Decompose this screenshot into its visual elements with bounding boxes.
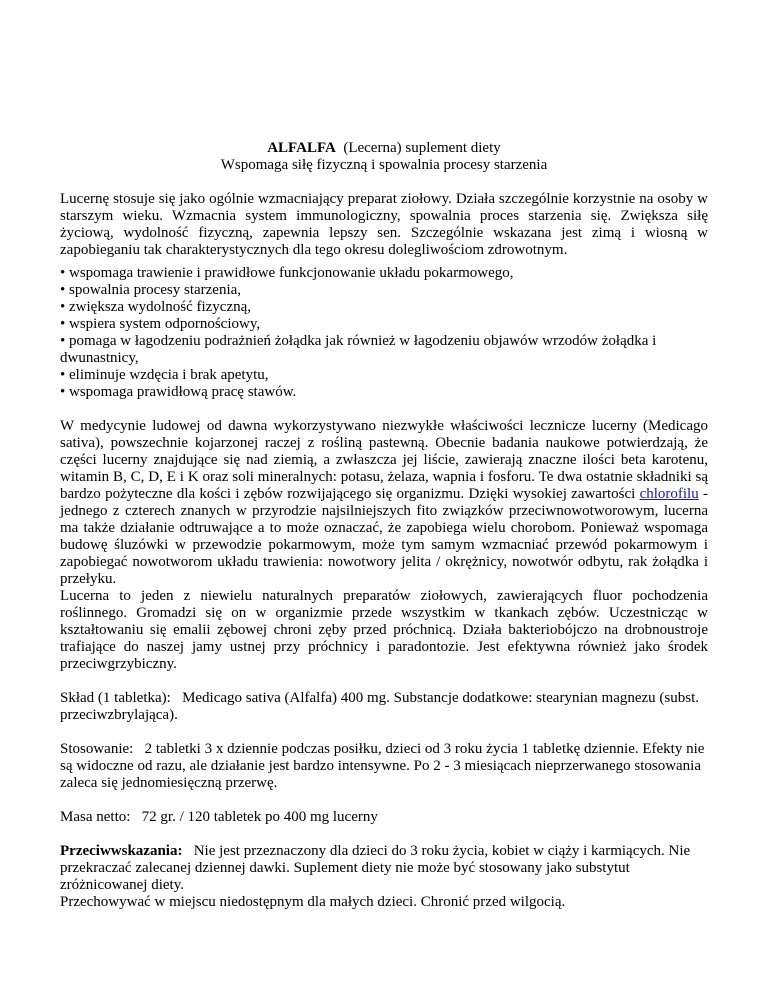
folk-medicine-paragraph [60, 418, 708, 588]
benefit-text: wspomaga trawienie i prawidłowe funkcjonowanie układu pokarmowego, [69, 265, 514, 281]
list-item [60, 299, 708, 316]
bullet-marker: • [60, 384, 66, 400]
product-tagline: Wspomaga siłę fizyczną i spowalnia procesy starzenia [220, 157, 548, 173]
benefit-text: wspomaga prawidłową pracę stawów. [69, 384, 297, 400]
contraindications-label: Przeciwwskazania: [60, 843, 183, 859]
list-item [60, 333, 708, 367]
bullet-marker: • [60, 367, 66, 383]
benefits-list [60, 265, 708, 401]
product-subtitle: (Lecerna) suplement diety [343, 140, 501, 156]
benefit-text: spowalnia procesy starzenia, [69, 282, 242, 298]
benefit-text: zwiększa wydolność fizyczną, [69, 299, 252, 315]
product-name: ALFALFA [267, 140, 336, 156]
composition-text: Medicago sativa (Alfalfa) 400 mg. Substancje dodatkowe: stearynian magnezu (subst. przeciwzbrylająca). [60, 690, 699, 723]
composition-label: Skład (1 tabletka): [60, 690, 171, 706]
net-weight-text: 72 gr. / 120 tabletek po 400 mg lucerny [141, 809, 378, 825]
bullet-marker: • [60, 282, 66, 298]
title-line [60, 140, 708, 157]
chlorophyll-link[interactable]: chlorofilu [639, 486, 699, 502]
list-item [60, 384, 708, 401]
benefit-text: eliminuje wzdęcia i brak apetytu, [69, 367, 269, 383]
list-item [60, 316, 708, 333]
list-item [60, 367, 708, 384]
bullet-marker: • [60, 333, 66, 349]
list-item [60, 282, 708, 299]
intro-paragraph: Lucernę stosuje się jako ogólnie wzmacniający preparat ziołowy. Działa szczególnie korzystnie na osoby w starszym wieku. Wzmacnia system immunologiczny, spowalnia proces starzenia się. Zwiększa siłę życiową, wydolność fizyczną, zapewnia lepszy sen. Szczególnie wskazana jest zimą i wiosną w zapobieganiu tak charakterystycznych dla tego okresu dolegliwościom zdrowotnym. [60, 191, 708, 258]
benefit-text: wspiera system odpornościowy, [69, 316, 261, 332]
bullet-marker: • [60, 299, 66, 315]
usage-text: 2 tabletki 3 x dziennie podczas posiłku, dzieci od 3 roku życia 1 tabletkę dziennie. Efekty nie są widoczne od razu, ale działanie jest bardzo intensywne. Po 2 - 3 miesiącach nieprzerwanego stosowania zaleca się jednomiesięczną przerwę. [60, 741, 705, 791]
fluor-paragraph: Lucerna to jeden z niewielu naturalnych preparatów ziołowych, zawierających fluor pochodzenia roślinnego. Gromadzi się on w organizmie przede wszystkim w tkankach zębów. Uczestnicząc w kształtowaniu się emalii zębowej chroni zęby przed próchnicą. Działa bakteriobójczo na drobnoustroje trafiające do naszej jamy ustnej przy próchnicy i paradontozie. Jest efektywna również jako środek przeciwgrzybiczny. [60, 588, 708, 672]
net-weight-paragraph [60, 809, 708, 826]
storage-paragraph: Przechowywać w miejscu niedostępnym dla małych dzieci. Chronić przed wilgocią. [60, 894, 566, 910]
bullet-marker: • [60, 265, 66, 281]
benefit-text: pomaga w łagodzeniu podrażnień żołądka jak również w łagodzeniu objawów wrzodów żołądka i dwunastnicy, [60, 333, 657, 366]
composition-paragraph [60, 690, 708, 724]
usage-paragraph [60, 741, 708, 792]
bullet-marker: • [60, 316, 66, 332]
contraindications-paragraph [60, 843, 708, 894]
net-weight-label: Masa netto: [60, 809, 131, 825]
list-item [60, 265, 708, 282]
folk-text-after-link: - jednego z czterech znanych w przyrodzie najsilniejszych fito związków przeciwnowotworowym, lucerna ma także działanie odtruwające a to może oznaczać, że zapobiega wielu chorobom. Ponieważ wspomaga budowę śluzówki w przewodzie pokarmowym, może tym samym wzmacniać przewód pokarmowym i zapobiegać nowotworom układu trawienia: nowotwory jelita / okrężnicy, nowotwór odbytu, rak żołądka i przełyku. [60, 486, 708, 587]
usage-label: Stosowanie: [60, 741, 134, 757]
contraindications-text: Nie jest przeznaczony dla dzieci do 3 roku życia, kobiet w ciąży i karmiących. Nie przekraczać zalecanej dziennej dawki. Suplement diety nie może być stosowany jako substytut zróżnicowanej diety. [60, 843, 691, 893]
folk-text-before-link: W medycynie ludowej od dawna wykorzystywano niezwykłe właściwości lecznicze lucerny (Medicago sativa), powszechnie kojarzonej raczej z rośliną pastewną. Obecnie badania naukowe potwierdzają, że części lucerny znajdujące się nad ziemią, a zwłaszcza jej liście, zawierają znaczne ilości beta karotenu, witamin B, C, D, E i K oraz soli mineralnych: potasu, żelaza, wapnia i fosforu. Te dwa ostatnie składniki są bardzo pożyteczne dla kości i zębów rozwijającego się organizmu. Dzięki wysokiej zawartości [60, 418, 708, 502]
title-block [60, 140, 708, 174]
